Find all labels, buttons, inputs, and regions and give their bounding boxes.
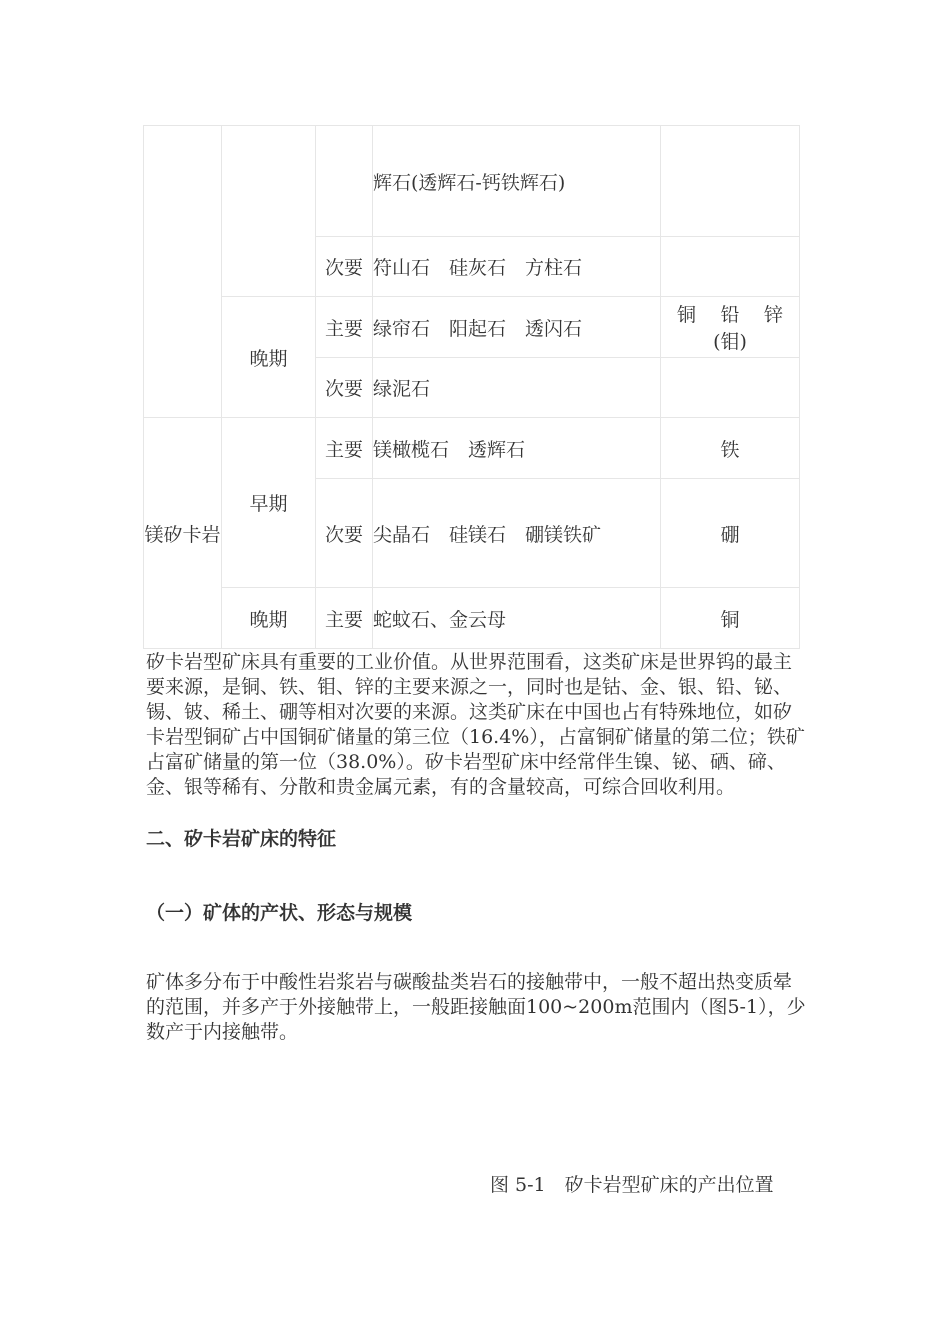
subsection-heading: （一）矿体的产状、形态与规模 [146, 902, 413, 924]
type-cell-magnesian: 镁矽卡岩 [144, 418, 222, 649]
stage-cell-early [222, 126, 316, 297]
minerals-cell: 辉石(透辉石-钙铁辉石) [373, 126, 661, 237]
level-cell: 次要 [316, 237, 373, 297]
metal-lead: 铅 [720, 304, 740, 326]
level-cell: 次要 [316, 358, 373, 418]
metal-molybdenum: (钼) [713, 331, 747, 353]
table-row [144, 588, 800, 649]
minerals-cell: 符山石 硅灰石 方柱石 [373, 237, 661, 297]
section-heading: 二、矽卡岩矿床的特征 [146, 828, 337, 850]
metal-list [661, 300, 799, 327]
metal-cell: 铁 [661, 418, 800, 479]
level-cell: 次要 [316, 479, 373, 588]
paragraph-orebody-occurrence: 矿体多分布于中酸性岩浆岩与碳酸盐类岩石的接触带中，一般不超出热变质晕的范围，并多产于外接触带上，一般距接触面100~200m范围内（图5-1），少数产于内接触带。 [146, 971, 806, 1043]
stage-cell-late: 晚期 [222, 297, 316, 418]
minerals-cell: 绿泥石 [373, 358, 661, 418]
table-row [144, 126, 800, 237]
type-cell-calcic [144, 126, 222, 418]
paragraph-industrial-value: 矽卡岩型矿床具有重要的工业价值。从世界范围看，这类矿床是世界钨的最主要来源，是铜、铁、钼、锌的主要来源之一，同时也是钴、金、银、铅、铋、锡、铍、稀土、硼等相对次要的来源。这类矿床在中国也占有特殊地位，如矽卡岩型铜矿占中国铜矿储量的第三位（16.4%），占富铜矿储量的第二位；铁矿占富矿储量的第一位（38.0%）。矽卡岩型矿床中经常伴生镍、铋、硒、碲、金、银等稀有、分散和贵金属元素，有的含量较高，可综合回收利用。 [146, 651, 805, 798]
metal-cell: 铜 [661, 588, 800, 649]
metal-cell [661, 126, 800, 237]
metal-cell [661, 297, 800, 358]
metal-copper: 铜 [677, 304, 697, 326]
level-cell: 主要 [316, 588, 373, 649]
minerals-cell: 尖晶石 硅镁石 硼镁铁矿 [373, 479, 661, 588]
stage-cell-early: 早期 [222, 418, 316, 588]
metal-cell [661, 358, 800, 418]
level-cell: 主要 [316, 418, 373, 479]
minerals-cell: 蛇蚊石、金云母 [373, 588, 661, 649]
table-row [144, 297, 800, 358]
level-cell [316, 126, 373, 237]
stage-cell-late: 晚期 [222, 588, 316, 649]
metal-cell: 硼 [661, 479, 800, 588]
metal-zinc: 锌 [763, 304, 783, 326]
metal-cell [661, 237, 800, 297]
table-row [144, 418, 800, 479]
figure-caption: 图 5-1 矽卡岩型矿床的产出位置 [490, 1174, 774, 1196]
level-cell: 主要 [316, 297, 373, 358]
minerals-cell: 镁橄榄石 透辉石 [373, 418, 661, 479]
minerals-cell: 绿帘石 阳起石 透闪石 [373, 297, 661, 358]
skarn-mineral-table [143, 125, 800, 649]
